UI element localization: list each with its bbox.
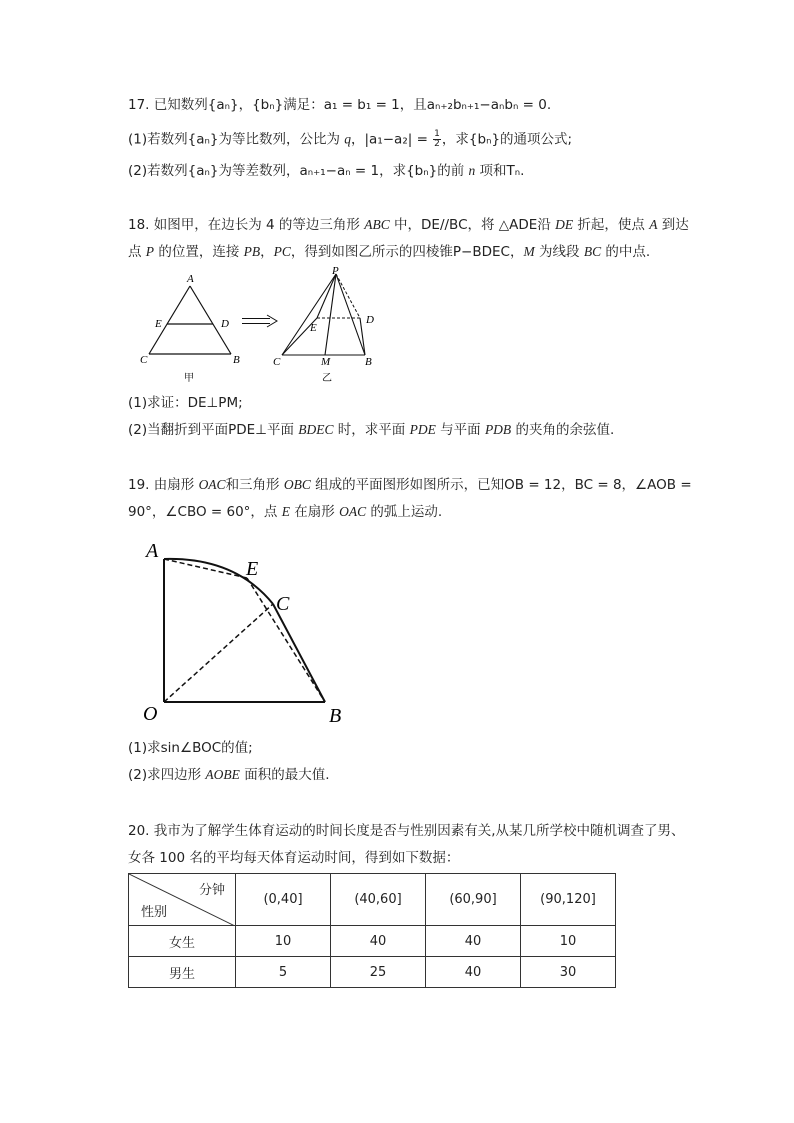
q19-l1-a: 19. 由扇形 [128,477,199,493]
row-label-female: 女生 [129,926,236,957]
q17-part2 [128,162,524,180]
yi-edge-PB [336,274,365,355]
q18-p2-b: 时，求平面 [333,422,410,438]
q20-data-table [128,873,616,988]
q18-l2-e: 为线段 [534,244,584,260]
table-cell: 10 [521,926,616,957]
q18-l1-d: 到达 [657,217,689,233]
table-cell: 30 [521,957,616,988]
jia-label-B: B [233,354,240,366]
q19-figure [135,530,355,730]
q19-l2-a: 90°，∠CBO = 60°，点 [128,504,282,520]
row-label-male: 男生 [129,957,236,988]
q19-l2-c: 的弧上运动. [366,504,443,520]
fig19-label-A: A [146,540,159,562]
q18-l2-M: M [523,244,535,259]
q19-p2-a: (2)求四边形 [128,767,206,783]
q18-l2-a: 点 [128,244,146,260]
q17-fraction [433,130,441,149]
q18-l2-d: ，得到如图乙所示的四棱锥P−BDEC， [290,244,524,260]
yi-label-B: B [365,356,372,368]
fig19-dashed-OC [164,604,273,702]
q18-p2-d: 的夹角的余弦值. [511,422,615,438]
q18-p2-pde: PDE [409,422,436,437]
table-cell: 40 [331,926,426,957]
q18-l1-a: 18. 如图甲，在边长为 4 的等边三角形 [128,217,365,233]
q18-line2 [128,243,650,261]
q18-l2-c: ， [260,244,274,260]
q18-figure-jia [135,270,255,388]
fig19-label-C: C [276,593,290,615]
q19-p2-b: 面积的最大值. [239,767,330,783]
q18-l2-P: P [145,244,155,259]
table-header-cell: (60,90] [426,874,521,926]
q17-part1-text-b: ，|a₁−a₂| = [351,131,433,148]
q19-part2 [128,766,330,784]
q17-part2-text-b: 项和Tₙ. [475,163,525,179]
yi-label-P: P [332,265,339,277]
table-header-cell: (90,120] [521,874,616,926]
q17-intro: 17. 已知数列{aₙ}，{bₙ}满足：a₁ = b₁ = 1，且aₙ₊₂bₙ₊₁−aₙbₙ = 0. [128,97,552,113]
q18-l2-b: 的位置，连接 [154,244,244,260]
jia-caption: 甲 [184,373,194,384]
q19-l2-b: 在扇形 [289,504,340,520]
q19-l2-E: E [281,504,290,519]
q20-line1: 20. 我市为了解学生体育运动的时间长度是否与性别因素有关,从某几所学校中随机调查了男、 [128,823,685,839]
q18-p2-pdb: PDB [484,422,512,437]
jia-label-C: C [140,354,148,366]
q17-fraction-denominator: 2 [434,139,440,149]
yi-caption: 乙 [322,373,332,384]
q18-l2-f: 的中点. [601,244,651,260]
q19-l1-b: 和三角形 [225,477,284,493]
q19-p2-aobe: AOBE [205,767,240,782]
table-row [129,926,616,957]
corner-bottom-label: 性别 [141,905,168,920]
q18-l1-abc: ABC [364,217,390,232]
yi-edge-PD [336,274,360,318]
fig19-label-E: E [246,558,259,580]
q18-l2-PC: PC [273,244,291,259]
fig19-label-O: O [143,703,158,725]
q19-part1: (1)求sin∠BOC的值; [128,740,253,756]
jia-label-D: D [221,318,229,330]
q18-p2-a: (2)当翻折到平面PDE⊥平面 [128,422,299,438]
table-header-cell: (0,40] [236,874,331,926]
q18-l2-BC: BC [583,244,602,259]
q17-part2-n: n [468,163,476,178]
q19-l2-oac: OAC [339,504,367,519]
q19-l1-c: 组成的平面图形如图所示，已知OB = 12，BC = 8，∠AOB = [310,477,692,493]
q18-part2 [128,421,614,439]
yi-label-E: E [310,322,317,334]
q18-part1: (1)求证：DE⊥PM; [128,395,243,411]
yi-label-C: C [273,356,281,368]
fig19-label-B: B [329,705,342,727]
table-cell: 40 [426,926,521,957]
q18-p2-bdec: BDEC [298,422,334,437]
table-header-cell: (40,60] [331,874,426,926]
q18-l1-c: 折起，使点 [573,217,650,233]
jia-label-E: E [155,318,162,330]
q17-part1 [128,130,572,149]
table-corner-cell [129,874,236,926]
q19-l1-obc: OBC [283,477,311,492]
table-header-row [129,874,616,926]
q19-l1-oac: OAC [198,477,226,492]
q17-fraction-numerator: 1 [434,129,440,139]
corner-top-label: 分钟 [198,883,225,898]
q20-line2: 女各 100 名的平均每天体育运动时间，得到如下数据： [128,850,460,866]
table-cell: 40 [426,957,521,988]
q17-part1-q: q [344,131,351,147]
q18-l1-b: 中，DE//BC，将 △ADE沿 [389,217,556,233]
yi-label-M: M [321,356,331,368]
q18-l2-PB: PB [243,244,261,259]
table-cell: 10 [236,926,331,957]
q18-p2-c: 与平面 [435,422,485,438]
q19-line2 [128,503,442,521]
q18-l1-A: A [649,217,658,232]
yi-edge-PC [282,274,336,355]
q17-part2-text-a: (2)若数列{aₙ}为等差数列，aₙ₊₁−aₙ = 1，求{bₙ}的前 [128,163,469,179]
q18-line1 [128,216,689,234]
jia-label-A: A [187,273,194,285]
q18-l1-de: DE [555,217,574,232]
table-row [129,957,616,988]
q17-part1-text-a: (1)若数列{aₙ}为等比数列，公比为 [128,131,345,148]
table-cell: 25 [331,957,426,988]
q18-figure-yi [270,265,385,390]
q17-part1-text-c: ，求{bₙ}的通项公式; [441,131,573,148]
yi-label-D: D [366,314,374,326]
q19-line1 [128,476,692,494]
fig19-segment-CB [273,604,325,702]
table-cell: 5 [236,957,331,988]
